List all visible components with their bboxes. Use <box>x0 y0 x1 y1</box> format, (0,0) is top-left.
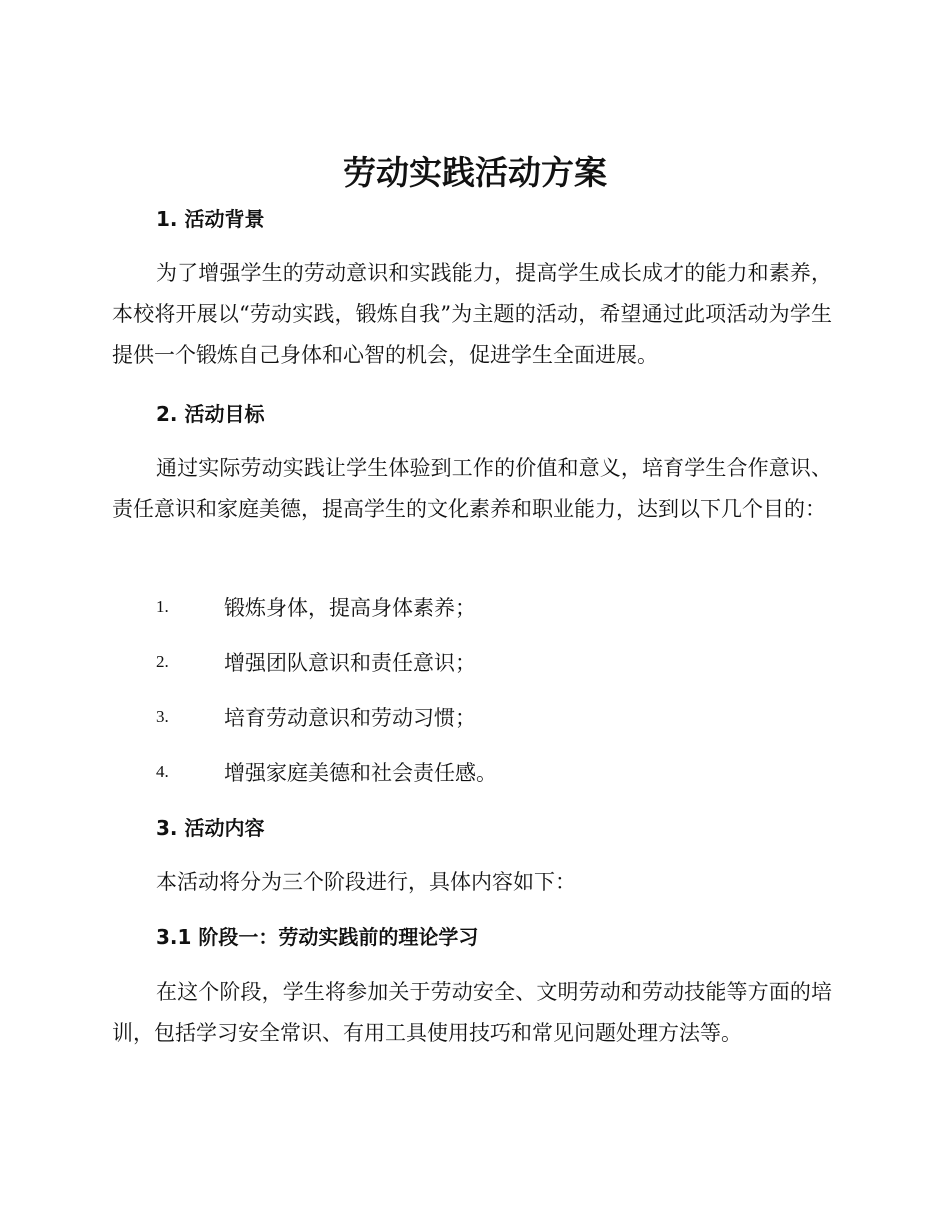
list-item-number: 4. <box>156 762 169 781</box>
section-heading-content: 3. 活动内容 <box>156 816 265 840</box>
page-title: 劳动实践活动方案 <box>343 153 607 192</box>
paragraph-goals: 通过实际劳动实践让学生体验到工作的价值和意义，培育学生合作意识、责任意识和家庭美德，提高学生的文化素养和职业能力，达到以下几个目的： <box>112 456 832 521</box>
list-item-number: 3. <box>156 707 169 726</box>
section-heading-background: 1. 活动背景 <box>156 207 265 231</box>
list-item-text: 增强团队意识和责任意识； <box>224 651 476 675</box>
list-item-number: 1. <box>156 597 169 616</box>
list-item-text: 培育劳动意识和劳动习惯； <box>224 706 476 730</box>
subsection-heading-stage-one: 3.1 阶段一：劳动实践前的理论学习 <box>156 925 479 949</box>
list-item-text: 锻炼身体，提高身体素养； <box>224 596 476 620</box>
list-item-number: 2. <box>156 652 169 671</box>
section-heading-goals: 2. 活动目标 <box>156 402 265 426</box>
paragraph-background: 为了增强学生的劳动意识和实践能力，提高学生成长成才的能力和素养，本校将开展以“劳动实践，锻炼自我”为主题的活动，希望通过此项活动为学生提供一个锻炼自己身体和心智的机会，促进学生全面进展。 <box>112 261 832 367</box>
list-item-text: 增强家庭美德和社会责任感。 <box>224 761 497 785</box>
paragraph-content: 本活动将分为三个阶段进行，具体内容如下： <box>156 870 576 894</box>
paragraph-stage-one: 在这个阶段，学生将参加关于劳动安全、文明劳动和劳动技能等方面的培训，包括学习安全常识、有用工具使用技巧和常见问题处理方法等。 <box>112 980 832 1045</box>
